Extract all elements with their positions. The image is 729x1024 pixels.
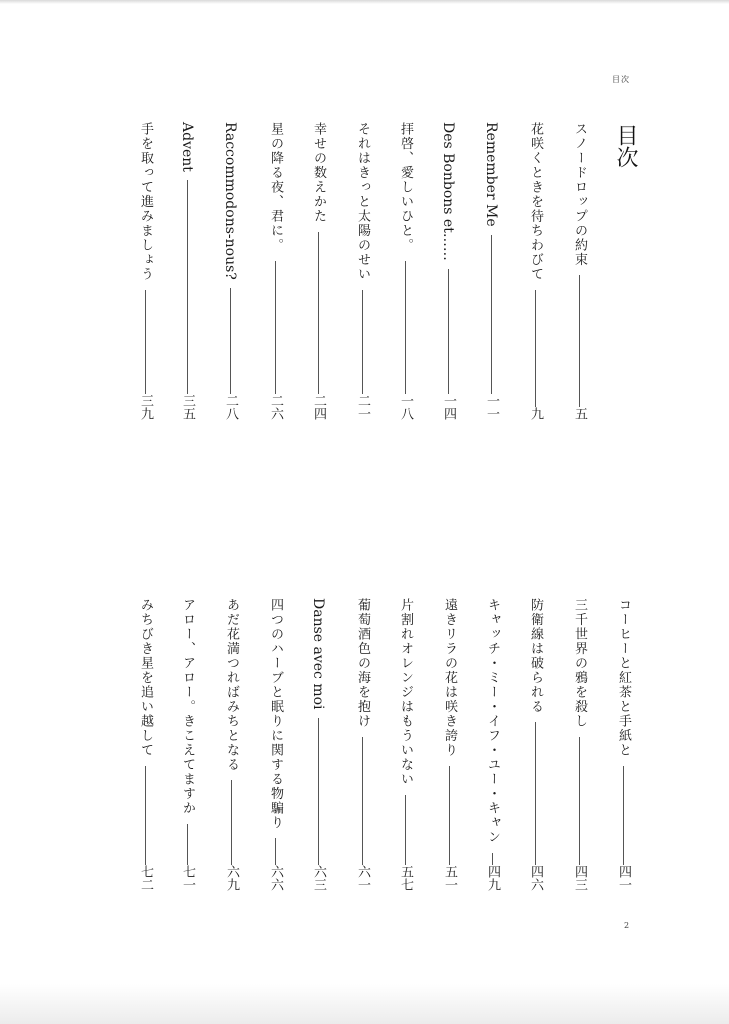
- toc-entry[interactable]: [310, 598, 326, 891]
- toc-entry-page: 六一: [355, 865, 370, 891]
- toc-entry[interactable]: [483, 122, 499, 420]
- leader-line: [275, 838, 276, 865]
- toc-entry-title: 手を取って進みましょう: [138, 122, 153, 282]
- leader-line: [318, 232, 319, 395]
- toc-entry-page: 四一: [616, 865, 631, 891]
- toc-entry-page: 五七: [398, 865, 413, 891]
- toc-entry-title: それはきっと太陽のせい: [355, 122, 370, 282]
- toc-entry[interactable]: [397, 122, 413, 420]
- toc-entry-title: 三千世界の鴉を殺し: [572, 598, 587, 729]
- toc-entry[interactable]: [571, 122, 587, 420]
- toc-entry[interactable]: [267, 122, 283, 420]
- toc-entry-title: アロー、アロー。きこえてますか: [180, 598, 195, 816]
- toc-entry[interactable]: [354, 598, 370, 891]
- leader-line: [535, 722, 536, 865]
- leader-line: [318, 718, 319, 865]
- toc-entry-title: 片割れオレンジはもういない: [398, 598, 413, 787]
- toc-entry-page: 二八: [223, 394, 238, 420]
- toc-entry[interactable]: [354, 122, 370, 420]
- toc-entry[interactable]: [441, 598, 457, 891]
- toc-entry-page: 六六: [268, 865, 283, 891]
- toc-entry-page: 九: [528, 407, 543, 420]
- toc-entry[interactable]: [222, 122, 238, 420]
- toc-entry-page: 六三: [311, 865, 326, 891]
- leader-line: [145, 290, 146, 395]
- toc-entry-title: Des Bonbons et……: [440, 122, 456, 261]
- toc-entry[interactable]: [397, 598, 413, 891]
- toc-entry[interactable]: [267, 598, 283, 891]
- leader-line: [448, 269, 449, 394]
- toc-entry-page: 三九: [138, 394, 153, 420]
- leader-line: [275, 261, 276, 395]
- toc-entry-page: 五: [572, 407, 587, 420]
- leader-line: [579, 275, 580, 407]
- bottom-edge-fade: [0, 984, 729, 1024]
- toc-entry-title: コーヒーと紅茶と手紙と: [616, 598, 631, 758]
- toc-entry-page: 二一: [355, 394, 370, 420]
- toc-entry[interactable]: [179, 122, 195, 420]
- toc-entry[interactable]: [310, 122, 326, 420]
- leader-line: [145, 766, 146, 866]
- toc-entry-title: スノードロップの約束: [572, 122, 587, 267]
- leader-line: [405, 795, 406, 866]
- toc-entry-title: みちびき星を追い越して: [138, 598, 153, 758]
- toc-entry-title: キャッチ・ミー・イフ・ユー・キャン: [485, 598, 500, 845]
- toc-entry[interactable]: [137, 122, 153, 420]
- leader-line: [449, 766, 450, 866]
- toc-entry-page: 七二: [138, 865, 153, 891]
- leader-line: [491, 235, 492, 394]
- top-edge-shadow: [0, 0, 729, 4]
- toc-entry-page: 四六: [528, 865, 543, 891]
- toc-entry-title: 星の降る夜、君に。: [268, 122, 283, 253]
- leader-line: [405, 261, 406, 395]
- toc-entry-page: 三五: [180, 394, 195, 420]
- toc-entry[interactable]: [527, 122, 543, 420]
- leader-line: [187, 180, 188, 394]
- toc-entry-title: Advent: [179, 122, 195, 172]
- toc-title: 目次: [613, 124, 638, 168]
- leader-line: [231, 780, 232, 865]
- toc-entry-page: 二四: [311, 394, 326, 420]
- toc-entry-title: 防衛線は破られる: [528, 598, 543, 714]
- leader-line: [187, 824, 188, 866]
- toc-entry-page: 一八: [398, 394, 413, 420]
- toc-entry-page: 四三: [572, 865, 587, 891]
- toc-entry-title: 幸せの数えかた: [311, 122, 326, 224]
- toc-entry-title: 花咲くときを待ちわびて: [528, 122, 543, 282]
- toc-entry-page: 五一: [442, 865, 457, 891]
- page-number: 2: [624, 921, 630, 930]
- leader-line: [362, 737, 363, 866]
- toc-entry-title: Remember Me: [483, 122, 499, 227]
- toc-entry[interactable]: [484, 598, 500, 891]
- leader-line: [535, 290, 536, 408]
- leader-line: [362, 290, 363, 395]
- toc-entry[interactable]: [137, 598, 153, 891]
- toc-entry-page: 一四: [441, 394, 456, 420]
- running-head: 目次: [612, 75, 630, 84]
- toc-entry-title: Raccommodons-nous?: [222, 122, 238, 280]
- leader-line: [230, 288, 231, 394]
- leader-line: [623, 766, 624, 866]
- toc-entry[interactable]: [527, 598, 543, 891]
- leader-line: [492, 853, 493, 866]
- toc-entry[interactable]: [179, 598, 195, 891]
- toc-entry-title: 葡萄酒色の海を抱け: [355, 598, 370, 729]
- toc-entry-title: あだ花満つればみちとなる: [224, 598, 239, 772]
- toc-entry-title: Danse avec moi: [310, 598, 326, 710]
- toc-entry-title: 拝啓、愛しいひと。: [398, 122, 413, 253]
- toc-entry[interactable]: [571, 598, 587, 891]
- toc-entry-title: 遠きリラの花は咲き誇り: [442, 598, 457, 758]
- toc-entry[interactable]: [440, 122, 456, 420]
- toc-entry-page: 一一: [484, 394, 499, 420]
- toc-entry[interactable]: [223, 598, 239, 891]
- toc-entry[interactable]: [615, 598, 631, 891]
- toc-entry-page: 四九: [485, 865, 500, 891]
- toc-entry-title: 四つのハーブと眠りに関する物騙り: [268, 598, 283, 830]
- toc-entry-page: 七一: [180, 865, 195, 891]
- toc-entry-page: 六九: [224, 865, 239, 891]
- leader-line: [579, 737, 580, 866]
- toc-entry-page: 二六: [268, 394, 283, 420]
